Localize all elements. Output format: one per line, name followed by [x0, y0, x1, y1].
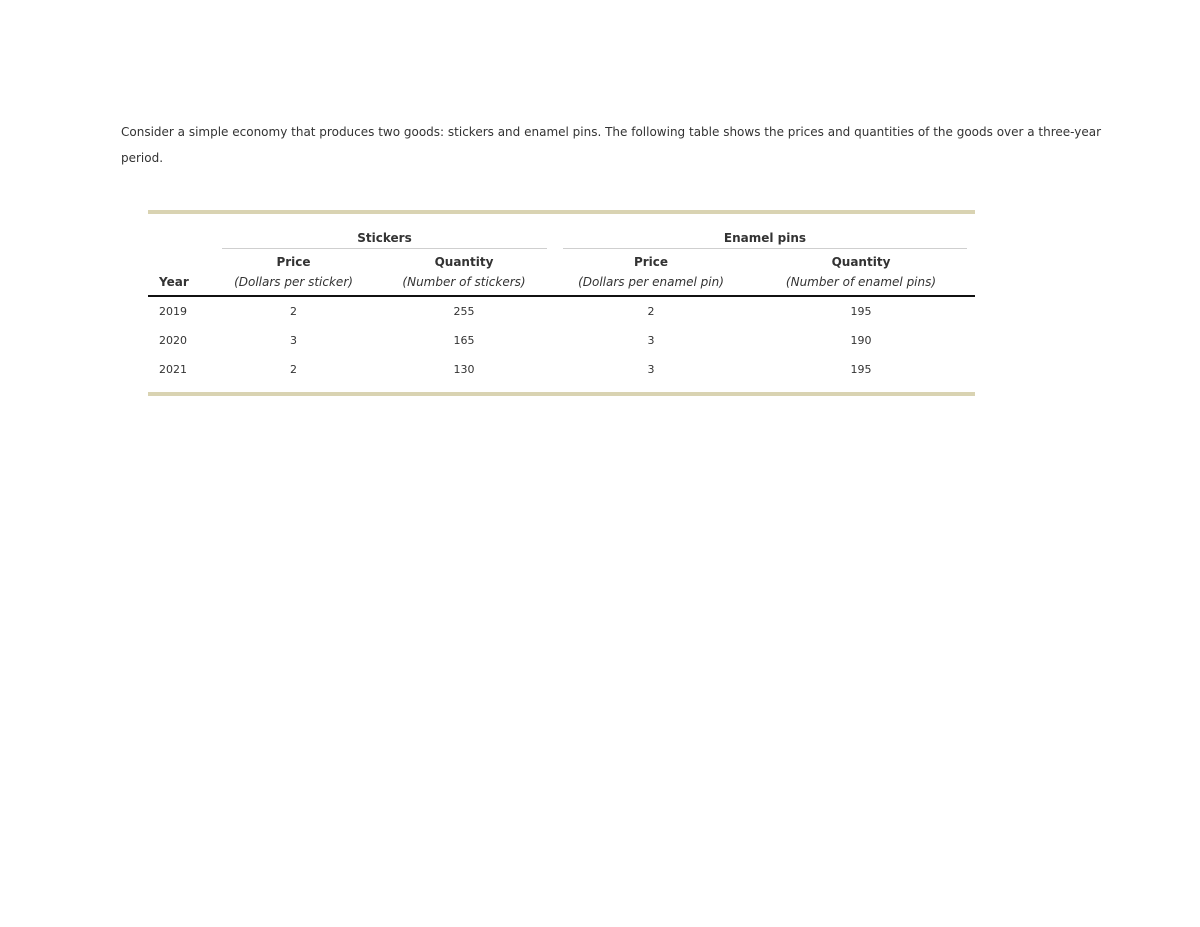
year-cell: 2021 [159, 363, 187, 376]
pin-price-cell: 3 [647, 363, 655, 376]
table-row [148, 355, 975, 384]
unit-sticker-price: (Dollars per sticker) [214, 269, 373, 296]
year-cell: 2020 [159, 334, 187, 347]
table-bottom-rule [148, 392, 975, 396]
col-header-sticker-quantity: Quantity [434, 255, 494, 269]
sticker-quantity-cell: 130 [453, 363, 475, 376]
group-header-enamel-pins [555, 214, 975, 248]
unit-pin-price: (Dollars per enamel pin) [555, 269, 747, 296]
pin-price-cell: 2 [647, 305, 655, 318]
sticker-price-cell: 2 [290, 363, 297, 376]
col-header-pin-quantity: Quantity [831, 255, 891, 269]
pin-price-cell: 3 [647, 334, 655, 347]
sticker-price-cell: 3 [290, 334, 297, 347]
table-row [148, 326, 975, 355]
unit-sticker-quantity: (Number of stickers) [373, 269, 555, 296]
pin-quantity-cell: 195 [850, 305, 872, 318]
group-label-enamel-pins: Enamel pins [723, 231, 807, 245]
sticker-quantity-cell: 165 [453, 334, 475, 347]
unit-pin-quantity: (Number of enamel pins) [747, 269, 975, 296]
col-header-year: Year [148, 269, 214, 296]
group-header-stickers [214, 214, 555, 248]
pin-quantity-cell: 190 [850, 334, 872, 347]
intro-paragraph: Consider a simple economy that produces two goods: stickers and enamel pins. The following table shows the prices and quantities of the goods over a three-year period. [121, 125, 1102, 165]
col-header-pin-price: Price [633, 255, 669, 269]
group-label-stickers: Stickers [357, 231, 412, 245]
price-quantity-table [148, 210, 975, 396]
sticker-quantity-cell: 255 [453, 305, 475, 318]
table-row [148, 296, 975, 326]
year-cell: 2019 [159, 305, 187, 318]
sticker-price-cell: 2 [290, 305, 297, 318]
col-header-sticker-price: Price [276, 255, 311, 269]
pin-quantity-cell: 195 [850, 363, 872, 376]
